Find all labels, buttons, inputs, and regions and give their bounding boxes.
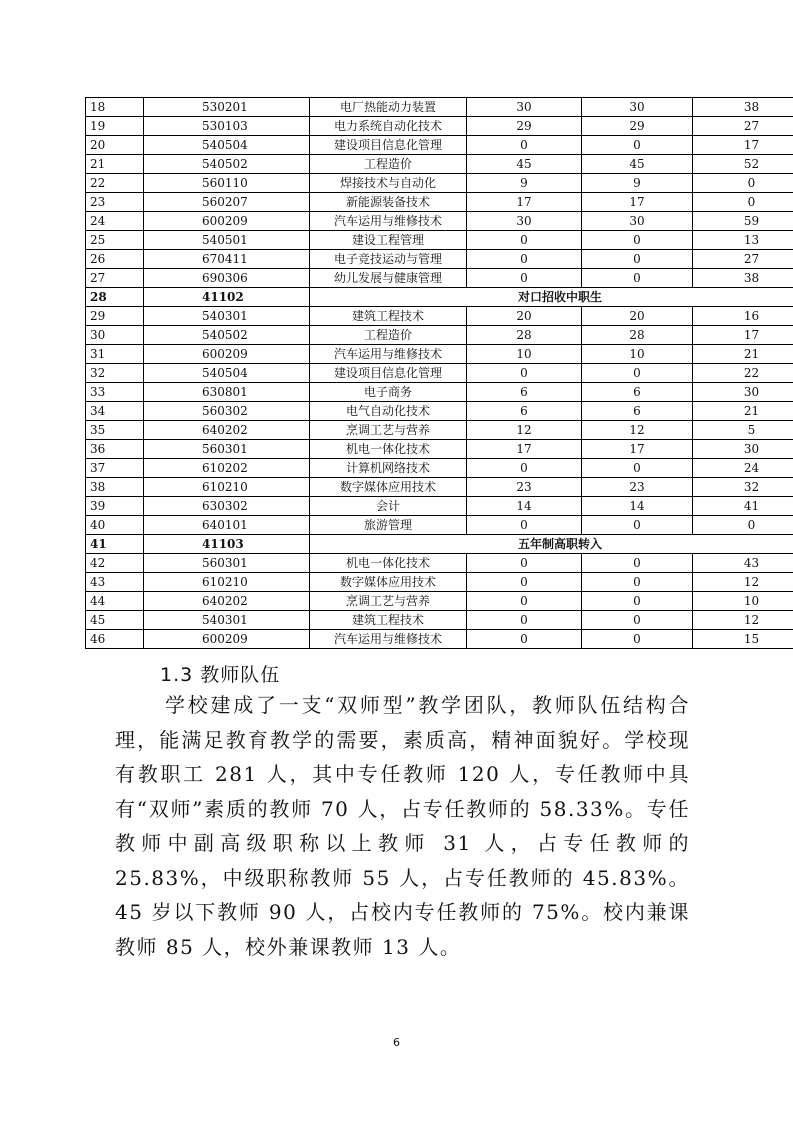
table-row xyxy=(86,212,793,231)
cell-row-number: 37 xyxy=(86,459,144,478)
cell-row-number: 27 xyxy=(86,269,144,288)
cell-value-2: 6 xyxy=(582,402,693,421)
table-row xyxy=(86,269,793,288)
cell-major-name: 工程造价 xyxy=(310,326,467,345)
cell-major-code: 600209 xyxy=(144,212,310,231)
table-row xyxy=(86,364,793,383)
cell-row-number: 45 xyxy=(86,611,144,630)
cell-value-2: 0 xyxy=(582,231,693,250)
cell-value-2: 0 xyxy=(582,250,693,269)
cell-value-3: 17 xyxy=(693,326,793,345)
cell-major-code: 600209 xyxy=(144,630,310,649)
paragraph-text: 学校建成了一支“双师型”教学团队，教师队伍结构合理，能满足教育教学的需要，素质高，精神面貌好。学校现有教职工 281 人，其中专任教师 120 人，专任教师中具有“双师”素质的教师 70 人，占专任教师的 58.33%。专任教师中副高级职称以上教师 31 人，占专任教师的 25.83%，中级职称教师 55 人，占专任教师的 45.83%。45 岁以下教师 90 人，占校内专任教师的 75%。校内兼课教师 85 人，校外兼课教师 13 人。 xyxy=(115,693,690,959)
cell-major-code: 610210 xyxy=(144,573,310,592)
cell-value-3: 38 xyxy=(693,269,793,288)
cell-value-1: 0 xyxy=(467,630,582,649)
cell-value-1: 0 xyxy=(467,592,582,611)
cell-value-1: 0 xyxy=(467,516,582,535)
cell-value-1: 0 xyxy=(467,231,582,250)
cell-major-name: 电厂热能动力装置 xyxy=(310,98,467,117)
cell-value-3: 43 xyxy=(693,554,793,573)
table-body xyxy=(86,98,793,649)
table-row xyxy=(86,421,793,440)
cell-value-3: 15 xyxy=(693,630,793,649)
table-row xyxy=(86,459,793,478)
cell-value-1: 9 xyxy=(467,174,582,193)
table-row xyxy=(86,402,793,421)
cell-value-3: 12 xyxy=(693,573,793,592)
cell-value-3: 0 xyxy=(693,174,793,193)
table-row xyxy=(86,307,793,326)
cell-value-1: 12 xyxy=(467,421,582,440)
cell-row-number: 46 xyxy=(86,630,144,649)
cell-value-2: 0 xyxy=(582,516,693,535)
table-row xyxy=(86,573,793,592)
cell-major-code: 630302 xyxy=(144,497,310,516)
cell-major-name: 电力系统自动化技术 xyxy=(310,117,467,136)
cell-value-2: 0 xyxy=(582,269,693,288)
table-row xyxy=(86,155,793,174)
cell-value-2: 14 xyxy=(582,497,693,516)
cell-major-name: 建筑工程技术 xyxy=(310,307,467,326)
cell-value-1: 0 xyxy=(467,269,582,288)
cell-major-name: 汽车运用与维修技术 xyxy=(310,212,467,231)
cell-major-code: 610202 xyxy=(144,459,310,478)
cell-major-code: 540301 xyxy=(144,307,310,326)
cell-row-number: 29 xyxy=(86,307,144,326)
cell-major-name: 新能源装备技术 xyxy=(310,193,467,212)
cell-value-3: 0 xyxy=(693,516,793,535)
cell-row-number: 26 xyxy=(86,250,144,269)
table-row xyxy=(86,231,793,250)
cell-value-1: 23 xyxy=(467,478,582,497)
cell-row-number: 41 xyxy=(86,535,144,554)
cell-major-name: 旅游管理 xyxy=(310,516,467,535)
cell-major-name: 计算机网络技术 xyxy=(310,459,467,478)
cell-major-name: 数字媒体应用技术 xyxy=(310,573,467,592)
table-row xyxy=(86,136,793,155)
section-paragraph xyxy=(115,688,690,964)
cell-major-code: 670411 xyxy=(144,250,310,269)
cell-value-1: 29 xyxy=(467,117,582,136)
cell-value-1: 0 xyxy=(467,250,582,269)
cell-value-3: 38 xyxy=(693,98,793,117)
cell-value-2: 10 xyxy=(582,345,693,364)
cell-value-3: 16 xyxy=(693,307,793,326)
cell-major-name: 建设工程管理 xyxy=(310,231,467,250)
cell-value-1: 0 xyxy=(467,136,582,155)
cell-row-number: 38 xyxy=(86,478,144,497)
cell-major-name: 数字媒体应用技术 xyxy=(310,478,467,497)
cell-row-number: 35 xyxy=(86,421,144,440)
cell-value-3: 5 xyxy=(693,421,793,440)
table-row xyxy=(86,174,793,193)
cell-value-1: 10 xyxy=(467,345,582,364)
cell-row-number: 43 xyxy=(86,573,144,592)
cell-value-1: 14 xyxy=(467,497,582,516)
cell-value-2: 0 xyxy=(582,630,693,649)
cell-value-2: 6 xyxy=(582,383,693,402)
table-row xyxy=(86,554,793,573)
cell-value-1: 6 xyxy=(467,383,582,402)
section-heading: 1.3 教师队伍 xyxy=(160,664,281,686)
cell-major-code: 41102 xyxy=(144,288,310,307)
cell-row-number: 31 xyxy=(86,345,144,364)
cell-value-1: 17 xyxy=(467,440,582,459)
cell-value-3: 10 xyxy=(693,592,793,611)
cell-value-1: 45 xyxy=(467,155,582,174)
table-row xyxy=(86,611,793,630)
cell-row-number: 19 xyxy=(86,117,144,136)
cell-major-code: 640101 xyxy=(144,516,310,535)
cell-major-code: 540502 xyxy=(144,326,310,345)
table-row xyxy=(86,250,793,269)
cell-value-3: 27 xyxy=(693,117,793,136)
cell-value-3: 52 xyxy=(693,155,793,174)
cell-value-2: 30 xyxy=(582,98,693,117)
cell-value-3: 0 xyxy=(693,193,793,212)
cell-value-2: 45 xyxy=(582,155,693,174)
cell-value-3: 21 xyxy=(693,345,793,364)
cell-value-2: 0 xyxy=(582,592,693,611)
cell-value-2: 20 xyxy=(582,307,693,326)
cell-value-3: 24 xyxy=(693,459,793,478)
cell-major-name: 电子竞技运动与管理 xyxy=(310,250,467,269)
cell-row-number: 23 xyxy=(86,193,144,212)
cell-major-code: 540502 xyxy=(144,155,310,174)
table-row xyxy=(86,345,793,364)
cell-major-code: 540504 xyxy=(144,364,310,383)
cell-value-3: 30 xyxy=(693,440,793,459)
cell-major-code: 630801 xyxy=(144,383,310,402)
cell-value-1: 30 xyxy=(467,98,582,117)
cell-row-number: 32 xyxy=(86,364,144,383)
cell-major-code: 560207 xyxy=(144,193,310,212)
cell-major-code: 540501 xyxy=(144,231,310,250)
cell-major-code: 560110 xyxy=(144,174,310,193)
cell-row-number: 39 xyxy=(86,497,144,516)
cell-value-1: 0 xyxy=(467,611,582,630)
cell-row-number: 44 xyxy=(86,592,144,611)
cell-value-2: 0 xyxy=(582,573,693,592)
table-row xyxy=(86,117,793,136)
cell-value-1: 28 xyxy=(467,326,582,345)
cell-value-1: 30 xyxy=(467,212,582,231)
cell-value-2: 28 xyxy=(582,326,693,345)
cell-value-3: 22 xyxy=(693,364,793,383)
cell-major-name: 焊接技术与自动化 xyxy=(310,174,467,193)
cell-major-code: 540504 xyxy=(144,136,310,155)
cell-major-code: 560301 xyxy=(144,440,310,459)
cell-major-code: 530201 xyxy=(144,98,310,117)
cell-value-2: 30 xyxy=(582,212,693,231)
cell-major-code: 560301 xyxy=(144,554,310,573)
cell-value-3: 13 xyxy=(693,231,793,250)
cell-row-number: 20 xyxy=(86,136,144,155)
cell-value-2: 17 xyxy=(582,193,693,212)
cell-value-2: 17 xyxy=(582,440,693,459)
cell-major-name: 幼儿发展与健康管理 xyxy=(310,269,467,288)
cell-value-3: 59 xyxy=(693,212,793,231)
enrollment-table xyxy=(85,97,793,649)
cell-major-name: 五年制高职转入 xyxy=(310,535,793,554)
cell-major-code: 690306 xyxy=(144,269,310,288)
cell-value-2: 0 xyxy=(582,364,693,383)
cell-major-name: 对口招收中职生 xyxy=(310,288,793,307)
cell-row-number: 21 xyxy=(86,155,144,174)
cell-major-code: 600209 xyxy=(144,345,310,364)
cell-row-number: 30 xyxy=(86,326,144,345)
table-row xyxy=(86,497,793,516)
cell-value-1: 17 xyxy=(467,193,582,212)
cell-major-name: 工程造价 xyxy=(310,155,467,174)
cell-major-name: 建设项目信息化管理 xyxy=(310,136,467,155)
cell-major-code: 540301 xyxy=(144,611,310,630)
cell-row-number: 36 xyxy=(86,440,144,459)
cell-major-code: 610210 xyxy=(144,478,310,497)
cell-value-2: 0 xyxy=(582,136,693,155)
cell-major-code: 530103 xyxy=(144,117,310,136)
cell-value-3: 30 xyxy=(693,383,793,402)
cell-major-code: 640202 xyxy=(144,421,310,440)
cell-value-2: 12 xyxy=(582,421,693,440)
cell-value-1: 20 xyxy=(467,307,582,326)
cell-row-number: 22 xyxy=(86,174,144,193)
cell-row-number: 18 xyxy=(86,98,144,117)
cell-value-1: 0 xyxy=(467,573,582,592)
cell-major-code: 640202 xyxy=(144,592,310,611)
table-row xyxy=(86,98,793,117)
cell-value-2: 9 xyxy=(582,174,693,193)
cell-value-3: 12 xyxy=(693,611,793,630)
cell-row-number: 40 xyxy=(86,516,144,535)
cell-major-name: 机电一体化技术 xyxy=(310,554,467,573)
cell-major-name: 建设项目信息化管理 xyxy=(310,364,467,383)
table-row xyxy=(86,193,793,212)
table-row xyxy=(86,326,793,345)
cell-value-1: 0 xyxy=(467,554,582,573)
cell-major-name: 烹调工艺与营养 xyxy=(310,592,467,611)
table-row xyxy=(86,592,793,611)
cell-value-2: 0 xyxy=(582,554,693,573)
cell-value-3: 41 xyxy=(693,497,793,516)
cell-value-1: 0 xyxy=(467,459,582,478)
cell-major-name: 会计 xyxy=(310,497,467,516)
cell-value-1: 0 xyxy=(467,364,582,383)
cell-row-number: 28 xyxy=(86,288,144,307)
cell-row-number: 33 xyxy=(86,383,144,402)
cell-major-name: 电气自动化技术 xyxy=(310,402,467,421)
table-row xyxy=(86,440,793,459)
cell-value-2: 29 xyxy=(582,117,693,136)
cell-value-1: 6 xyxy=(467,402,582,421)
cell-major-code: 41103 xyxy=(144,535,310,554)
page-number: 6 xyxy=(393,1036,400,1049)
table-row xyxy=(86,516,793,535)
table-group-row xyxy=(86,535,793,554)
cell-major-code: 560302 xyxy=(144,402,310,421)
cell-value-3: 27 xyxy=(693,250,793,269)
cell-row-number: 24 xyxy=(86,212,144,231)
cell-value-2: 0 xyxy=(582,611,693,630)
cell-row-number: 42 xyxy=(86,554,144,573)
cell-value-3: 32 xyxy=(693,478,793,497)
cell-major-name: 烹调工艺与营养 xyxy=(310,421,467,440)
table-group-row xyxy=(86,288,793,307)
cell-row-number: 25 xyxy=(86,231,144,250)
cell-value-3: 17 xyxy=(693,136,793,155)
table-row xyxy=(86,478,793,497)
cell-major-name: 汽车运用与维修技术 xyxy=(310,630,467,649)
cell-row-number: 34 xyxy=(86,402,144,421)
cell-value-2: 0 xyxy=(582,459,693,478)
cell-value-2: 23 xyxy=(582,478,693,497)
cell-major-name: 建筑工程技术 xyxy=(310,611,467,630)
cell-major-name: 电子商务 xyxy=(310,383,467,402)
table-row xyxy=(86,383,793,402)
table-row xyxy=(86,630,793,649)
cell-major-name: 汽车运用与维修技术 xyxy=(310,345,467,364)
cell-value-3: 21 xyxy=(693,402,793,421)
cell-major-name: 机电一体化技术 xyxy=(310,440,467,459)
